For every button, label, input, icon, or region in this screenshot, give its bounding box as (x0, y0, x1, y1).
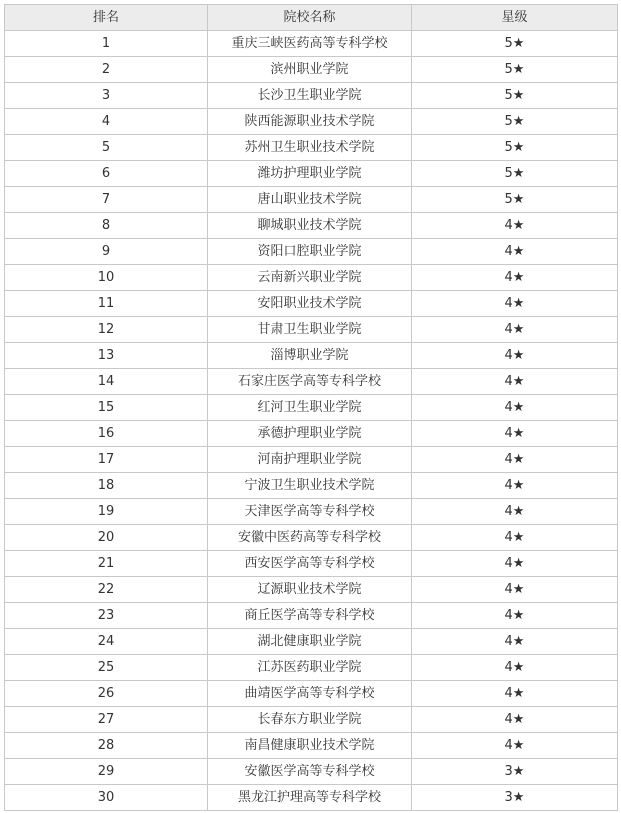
rank-cell: 27 (5, 707, 208, 733)
school-name-cell: 长春东方职业学院 (208, 707, 412, 733)
school-name-cell: 红河卫生职业学院 (208, 395, 412, 421)
table-row (5, 681, 618, 707)
header-rank: 排名 (5, 5, 208, 31)
school-name-cell: 商丘医学高等专科学校 (208, 603, 412, 629)
school-name-cell: 西安医学高等专科学校 (208, 551, 412, 577)
rank-cell: 21 (5, 551, 208, 577)
school-name-cell: 湖北健康职业学院 (208, 629, 412, 655)
rank-cell: 22 (5, 577, 208, 603)
school-name-cell: 安徽中医药高等专科学校 (208, 525, 412, 551)
rank-cell: 9 (5, 239, 208, 265)
star-level-cell: 4★ (412, 291, 618, 317)
rank-cell: 30 (5, 785, 208, 811)
table-row (5, 603, 618, 629)
star-level-cell: 4★ (412, 473, 618, 499)
school-name-cell: 江苏医药职业学院 (208, 655, 412, 681)
header-school-name: 院校名称 (208, 5, 412, 31)
rank-cell: 3 (5, 83, 208, 109)
table-row (5, 499, 618, 525)
star-level-cell: 5★ (412, 187, 618, 213)
rank-cell: 14 (5, 369, 208, 395)
table-row (5, 395, 618, 421)
star-level-cell: 3★ (412, 759, 618, 785)
table-row (5, 577, 618, 603)
table-row (5, 265, 618, 291)
table-row (5, 31, 618, 57)
star-level-cell: 4★ (412, 603, 618, 629)
table-header (5, 5, 618, 31)
rank-cell: 12 (5, 317, 208, 343)
star-level-cell: 4★ (412, 447, 618, 473)
star-level-cell: 5★ (412, 83, 618, 109)
table-row (5, 317, 618, 343)
school-name-cell: 河南护理职业学院 (208, 447, 412, 473)
rank-cell: 6 (5, 161, 208, 187)
star-level-cell: 5★ (412, 57, 618, 83)
rank-cell: 28 (5, 733, 208, 759)
table-row (5, 213, 618, 239)
header-row (5, 5, 618, 31)
school-name-cell: 天津医学高等专科学校 (208, 499, 412, 525)
star-level-cell: 4★ (412, 629, 618, 655)
table-row (5, 83, 618, 109)
rank-cell: 10 (5, 265, 208, 291)
table-row (5, 369, 618, 395)
star-level-cell: 4★ (412, 265, 618, 291)
school-name-cell: 辽源职业技术学院 (208, 577, 412, 603)
star-level-cell: 4★ (412, 395, 618, 421)
school-name-cell: 潍坊护理职业学院 (208, 161, 412, 187)
school-name-cell: 长沙卫生职业学院 (208, 83, 412, 109)
table-row (5, 655, 618, 681)
star-level-cell: 4★ (412, 707, 618, 733)
school-name-cell: 承德护理职业学院 (208, 421, 412, 447)
star-level-cell: 4★ (412, 239, 618, 265)
rank-cell: 24 (5, 629, 208, 655)
star-level-cell: 4★ (412, 655, 618, 681)
rank-cell: 5 (5, 135, 208, 161)
star-level-cell: 4★ (412, 369, 618, 395)
table-row (5, 57, 618, 83)
school-name-cell: 黑龙江护理高等专科学校 (208, 785, 412, 811)
rank-cell: 11 (5, 291, 208, 317)
table-row (5, 707, 618, 733)
school-name-cell: 聊城职业技术学院 (208, 213, 412, 239)
school-name-cell: 甘肃卫生职业学院 (208, 317, 412, 343)
rank-cell: 23 (5, 603, 208, 629)
rank-cell: 7 (5, 187, 208, 213)
school-name-cell: 石家庄医学高等专科学校 (208, 369, 412, 395)
star-level-cell: 4★ (412, 733, 618, 759)
table-row (5, 759, 618, 785)
school-name-cell: 宁波卫生职业技术学院 (208, 473, 412, 499)
table-row (5, 239, 618, 265)
table-row (5, 785, 618, 811)
school-name-cell: 滨州职业学院 (208, 57, 412, 83)
star-level-cell: 5★ (412, 109, 618, 135)
rank-cell: 17 (5, 447, 208, 473)
star-level-cell: 3★ (412, 785, 618, 811)
rank-cell: 16 (5, 421, 208, 447)
star-level-cell: 4★ (412, 421, 618, 447)
table-row (5, 343, 618, 369)
school-name-cell: 资阳口腔职业学院 (208, 239, 412, 265)
star-level-cell: 4★ (412, 317, 618, 343)
school-name-cell: 曲靖医学高等专科学校 (208, 681, 412, 707)
rank-cell: 15 (5, 395, 208, 421)
table-row (5, 187, 618, 213)
rank-cell: 29 (5, 759, 208, 785)
table-row (5, 161, 618, 187)
star-level-cell: 4★ (412, 681, 618, 707)
table-row (5, 473, 618, 499)
rank-cell: 8 (5, 213, 208, 239)
school-name-cell: 陕西能源职业技术学院 (208, 109, 412, 135)
table-row (5, 629, 618, 655)
star-level-cell: 5★ (412, 31, 618, 57)
ranking-table (4, 4, 618, 811)
star-level-cell: 5★ (412, 135, 618, 161)
star-level-cell: 4★ (412, 343, 618, 369)
school-name-cell: 安徽医学高等专科学校 (208, 759, 412, 785)
table-row (5, 447, 618, 473)
school-name-cell: 淄博职业学院 (208, 343, 412, 369)
table-row (5, 109, 618, 135)
rank-cell: 13 (5, 343, 208, 369)
table-row (5, 421, 618, 447)
school-name-cell: 唐山职业技术学院 (208, 187, 412, 213)
table-row (5, 135, 618, 161)
rank-cell: 4 (5, 109, 208, 135)
rank-cell: 18 (5, 473, 208, 499)
star-level-cell: 4★ (412, 577, 618, 603)
rank-cell: 1 (5, 31, 208, 57)
rank-cell: 20 (5, 525, 208, 551)
star-level-cell: 5★ (412, 161, 618, 187)
star-level-cell: 4★ (412, 213, 618, 239)
table-row (5, 525, 618, 551)
school-name-cell: 安阳职业技术学院 (208, 291, 412, 317)
header-star-level: 星级 (412, 5, 618, 31)
table-body (5, 31, 618, 811)
star-level-cell: 4★ (412, 551, 618, 577)
school-name-cell: 云南新兴职业学院 (208, 265, 412, 291)
table-row (5, 733, 618, 759)
table-row (5, 291, 618, 317)
rank-cell: 26 (5, 681, 208, 707)
rank-cell: 19 (5, 499, 208, 525)
school-name-cell: 重庆三峡医药高等专科学校 (208, 31, 412, 57)
rank-cell: 25 (5, 655, 208, 681)
school-name-cell: 苏州卫生职业技术学院 (208, 135, 412, 161)
star-level-cell: 4★ (412, 525, 618, 551)
school-name-cell: 南昌健康职业技术学院 (208, 733, 412, 759)
rank-cell: 2 (5, 57, 208, 83)
star-level-cell: 4★ (412, 499, 618, 525)
table-row (5, 551, 618, 577)
